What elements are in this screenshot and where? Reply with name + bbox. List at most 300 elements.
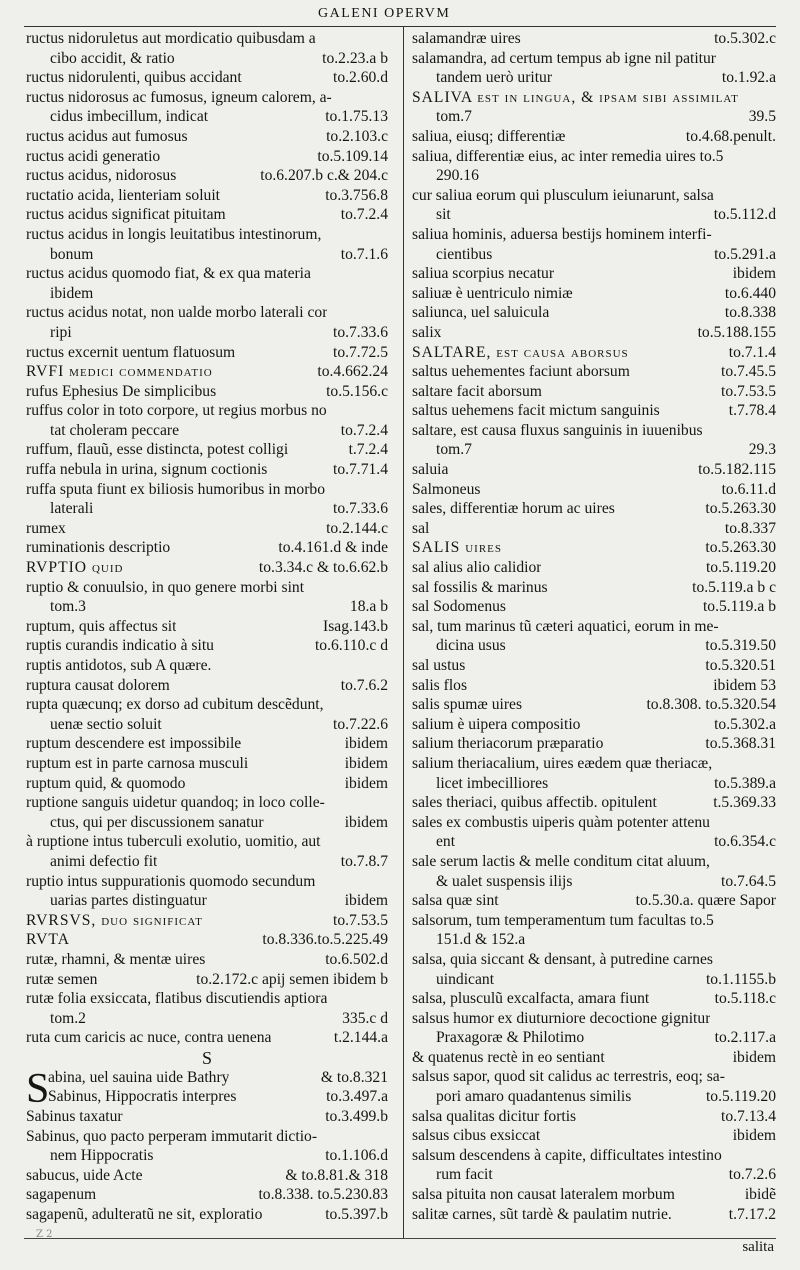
index-line (26, 499, 388, 519)
index-line (412, 519, 776, 539)
entry-text: ruta cum caricis ac nuce, contra uenena (26, 1029, 272, 1047)
entry-text: ructus excernit uentum flatuosum (26, 343, 236, 361)
entry-text: Salmoneus (412, 480, 481, 498)
entry-reference: to.5.389.a (714, 774, 776, 792)
index-line (26, 264, 388, 284)
entry-reference: to.5.263.30 (705, 539, 776, 557)
index-entry (412, 656, 776, 676)
index-line (26, 225, 388, 245)
index-line (412, 617, 776, 637)
index-entry (412, 1126, 776, 1146)
index-entry (26, 774, 388, 794)
entry-text: salix (412, 323, 442, 341)
signature-mark: Z 2 (36, 1229, 53, 1240)
index-line (26, 1205, 388, 1225)
entry-text: dicina usus (436, 637, 506, 655)
index-line (26, 401, 388, 421)
entry-text: sale serum lactis & melle conditum citat aluum, (412, 852, 710, 870)
entry-reference: & to.8.81.& 318 (285, 1166, 388, 1184)
entry-reference: to.7.1.4 (728, 343, 776, 361)
entry-text: ructus acidus, nidorosus (26, 167, 177, 185)
entry-reference: to.6.440 (724, 284, 776, 302)
index-line (412, 29, 776, 49)
index-line (26, 636, 388, 656)
entry-text: sit (436, 206, 451, 224)
index-line (26, 245, 388, 265)
entry-reference: to.1.106.d (325, 1147, 388, 1165)
catchword: salita (742, 1239, 774, 1255)
entry-text: ruffus color in toto corpore, ut regius morbus no (26, 402, 327, 420)
entry-reference: to.5.119.a b c (692, 578, 776, 596)
index-entry (412, 284, 776, 304)
index-line (412, 343, 776, 363)
entry-reference: to.5.119.20 (705, 1088, 776, 1106)
entry-text: sabucus, uide Acte (26, 1166, 143, 1184)
entry-text: ctus, qui per discussionem sanatur (50, 813, 264, 831)
entry-text: salsa, plusculũ excalfacta, amara fiunt (412, 990, 650, 1008)
index-line (26, 1087, 388, 1107)
entry-text: ruptio intus suppurationis quomodo secundum (26, 872, 316, 890)
entry-text: tandem uerò uritur (436, 69, 553, 87)
column-divider (403, 26, 404, 1238)
entry-reference: to.4.161.d & inde (278, 539, 388, 557)
entry-reference: to.8.337 (724, 519, 776, 537)
index-line (412, 382, 776, 402)
index-line (26, 1009, 388, 1029)
entry-reference: 335.c d (342, 1009, 388, 1027)
index-line (26, 1146, 388, 1166)
entry-reference: to.5.118.c (714, 990, 776, 1008)
index-line (412, 970, 776, 990)
entry-text: ructatio acida, lienteriam soluit (26, 186, 220, 204)
entry-reference: to.7.33.6 (332, 323, 388, 341)
entry-reference: ibidem (732, 265, 776, 283)
entry-text: ruptio & conuulsio, in quo genere morbi sint (26, 578, 305, 596)
entry-text: saltare, est causa fluxus sanguinis in iuuenibus (412, 421, 703, 439)
entry-text: licet imbecilliores (436, 774, 549, 792)
index-entry (412, 1009, 776, 1048)
index-line (412, 1009, 776, 1029)
entry-reference: to.2.144.c (326, 519, 388, 537)
index-entry (412, 754, 776, 793)
index-line (26, 754, 388, 774)
entry-text: salis flos (412, 676, 468, 694)
entry-reference: to.2.60.d (332, 69, 388, 87)
index-line (26, 186, 388, 206)
entry-text: ruffa nebula in urina, signum coctionis (26, 461, 268, 479)
entry-text: salamandra, ad certum tempus ab igne nil patitur (412, 49, 716, 67)
entry-reference: ibidẽ (744, 1186, 776, 1204)
entry-reference: to.5.302.c (714, 30, 776, 47)
entry-reference: to.6.110.c d (314, 637, 388, 655)
entry-text: ruptum descendere est impossibile (26, 735, 242, 753)
entry-text: Sabinus, quo pacto perperam immutarit dictio- (26, 1127, 318, 1145)
index-line (26, 147, 388, 167)
index-line (26, 29, 388, 49)
entry-reference: to.5.30.a. quære Sapor (635, 892, 776, 910)
index-line (412, 421, 776, 441)
index-line (412, 774, 776, 794)
index-entry (412, 362, 776, 382)
index-entry (412, 323, 776, 343)
index-line (412, 127, 776, 147)
entry-text: bonum (50, 245, 94, 263)
index-line (26, 695, 388, 715)
entry-text: RVTA (26, 931, 70, 949)
entry-text: saliuæ è uentriculo nimiæ (412, 284, 573, 302)
entry-text: sal ustus (412, 657, 466, 674)
index-entry (26, 538, 388, 558)
entry-text: rufus Ephesius De simplicibus (26, 382, 217, 400)
entry-text: rutæ semen (26, 970, 98, 988)
left-column (26, 29, 388, 1225)
index-line (26, 88, 388, 108)
index-entry (412, 480, 776, 500)
index-line (412, 813, 776, 833)
index-line (412, 538, 776, 558)
entry-text: Sabinus, Hippocratis interpres (48, 1088, 237, 1106)
entry-text: rutæ folia exsiccata, flatibus discutiendis aptiora (26, 990, 328, 1008)
entry-reference: ibidem 53 (713, 676, 776, 694)
entry-reference: to.5.156.c (326, 382, 388, 400)
index-entry (412, 578, 776, 598)
index-entry (412, 88, 776, 127)
index-line (412, 49, 776, 69)
entry-text: salsum descendens à capite, difficultates intestino (412, 1146, 722, 1164)
index-line (412, 186, 776, 206)
index-entry (412, 225, 776, 264)
index-line (412, 362, 776, 382)
entry-reference: to.1.1155.b (705, 970, 776, 988)
index-line (26, 891, 388, 911)
index-entry (412, 1146, 776, 1185)
entry-reference: to.5.368.31 (705, 735, 776, 753)
entry-reference: 39.5 (748, 108, 776, 126)
index-entry (26, 480, 388, 519)
index-entry (412, 303, 776, 323)
index-entry (26, 1127, 388, 1166)
index-entry (412, 597, 776, 617)
index-line (412, 676, 776, 696)
entry-text: salium theriacalium, uires eædem quæ theriacæ, (412, 754, 713, 772)
entry-text: cibo accidit, & ratio (50, 49, 175, 67)
entry-reference: to.5.119.a b (702, 598, 776, 616)
index-entry (412, 1107, 776, 1127)
entry-reference: to.1.92.a (721, 69, 776, 87)
entry-reference: to.5.119.20 (705, 559, 776, 577)
index-entry (26, 225, 388, 264)
index-entry (26, 166, 388, 186)
entry-text: salsa, quia siccant & densant, à putredine carnes (412, 950, 713, 968)
index-entry (412, 49, 776, 88)
entry-reference: 29.3 (748, 441, 776, 459)
entry-text: ruffa sputa fiunt ex biliosis humoribus in morbo (26, 480, 325, 498)
entry-text: ructus acidus significat pituitam (26, 206, 226, 224)
entry-reference: ibidem (344, 813, 388, 831)
entry-reference: to.4.68.penult. (685, 127, 776, 145)
entry-reference: to.7.53.5 (332, 911, 388, 929)
index-line (412, 225, 776, 245)
index-line (26, 656, 388, 676)
entry-text: tom.3 (50, 598, 86, 616)
index-line (412, 205, 776, 225)
entry-reference: to.7.64.5 (720, 872, 776, 890)
entry-text: laterali (50, 500, 94, 518)
index-entry (26, 1166, 388, 1186)
index-line (412, 891, 776, 911)
entry-text: salis spumæ uires (412, 696, 523, 714)
entry-reference: to.6.502.d (325, 950, 388, 968)
right-column (412, 29, 776, 1224)
index-entry (26, 460, 388, 480)
entry-text: à ruptione intus tuberculi exolutio, uomitio, aut (26, 833, 321, 851)
entry-reference: t.7.17.2 (728, 1205, 776, 1223)
index-line (412, 264, 776, 284)
index-entry (26, 1185, 388, 1205)
index-line (26, 538, 388, 558)
entry-text: ruptum, quis affectus sit (26, 617, 177, 635)
entry-text: animi defectio fit (50, 852, 158, 870)
entry-reference: to.5.302.a (714, 715, 776, 733)
index-entry (412, 734, 776, 754)
index-line (26, 166, 388, 186)
index-entry (412, 950, 776, 989)
entry-reference: to.1.75.13 (325, 108, 388, 126)
index-line (26, 127, 388, 147)
index-line (412, 166, 776, 186)
entry-reference: to.7.22.6 (332, 715, 388, 733)
index-entry (26, 1205, 388, 1225)
index-line (412, 88, 776, 108)
entry-text: ructus acidus notat, non ualde morbo laterali cor (26, 304, 328, 322)
index-line (412, 872, 776, 892)
entry-text: ruptis curandis indicatio à situ (26, 637, 214, 655)
entry-text: saltus uehemens facit mictum sanguinis (412, 402, 660, 420)
entry-reference: to.3.756.8 (325, 186, 388, 204)
entry-reference: to.3.497.a (326, 1088, 388, 1106)
index-line (412, 1185, 776, 1205)
index-line (412, 1087, 776, 1107)
entry-reference: ibidem (732, 1127, 776, 1145)
index-entry (412, 401, 776, 421)
entry-text: ructus acidi generatio (26, 147, 161, 165)
index-entry (26, 872, 388, 911)
entry-text: salsa quæ sint (412, 892, 499, 910)
entry-reference: ibidem (344, 754, 388, 772)
index-line (412, 930, 776, 950)
entry-text: ruptis antidotos, sub A quære. (26, 657, 212, 674)
index-line (26, 68, 388, 88)
index-line (26, 715, 388, 735)
index-line (412, 499, 776, 519)
entry-text: sal Sodomenus (412, 598, 506, 616)
index-entry (412, 813, 776, 852)
entry-reference: to.2.172.c apij semen ibidem b (196, 970, 388, 988)
entry-text: rum facit (436, 1166, 493, 1184)
index-line (412, 1126, 776, 1146)
index-entry (26, 401, 388, 440)
index-line (412, 1048, 776, 1068)
entry-reference: to.7.71.4 (332, 461, 388, 479)
index-line (26, 1185, 388, 1205)
drop-cap: S (26, 1065, 50, 1112)
index-entry (26, 558, 388, 578)
entry-reference: ibidem (344, 774, 388, 792)
entry-text: cidus imbecillum, indicat (50, 108, 209, 126)
index-entry (26, 1107, 388, 1127)
index-line (26, 519, 388, 539)
entry-text: ripi (50, 323, 72, 341)
index-entry (412, 1185, 776, 1205)
entry-text: RVPTIO quid (26, 559, 124, 577)
index-entry (412, 1048, 776, 1068)
entry-text: RVRSVS, duo significat (26, 911, 203, 929)
entry-text: ructus acidus aut fumosus (26, 127, 188, 145)
entry-text: sales theriaci, quibus affectib. opitulent (412, 794, 657, 812)
entry-reference: ibidem (344, 735, 388, 753)
index-entry (412, 715, 776, 735)
index-line (26, 1107, 388, 1127)
index-line (26, 440, 388, 460)
entry-text: saltare facit aborsum (412, 382, 542, 400)
index-line (412, 695, 776, 715)
running-head: GALENI OPERVM (318, 6, 451, 21)
entry-text: sagapenum (26, 1186, 97, 1204)
entry-reference: to.3.499.b (325, 1108, 388, 1126)
index-line (412, 832, 776, 852)
entry-text: salitæ carnes, sũt tardè & paulatim nutrie. (412, 1205, 672, 1223)
index-line (26, 460, 388, 480)
entry-reference: to.7.72.5 (332, 343, 388, 361)
index-line (26, 597, 388, 617)
entry-reference: to.6.207.b c.& 204.c (260, 167, 388, 185)
entry-text: abina, uel sauina uide Bathry (48, 1068, 230, 1086)
entry-text: sal (412, 519, 430, 537)
index-entry (26, 382, 388, 402)
index-entry (26, 950, 388, 970)
index-entry (26, 29, 388, 68)
index-line (26, 793, 388, 813)
index-entry (26, 303, 388, 342)
entry-reference: to.8.308. to.5.320.54 (646, 696, 776, 714)
entry-reference: to.5.291.a (714, 245, 776, 263)
index-line (26, 1166, 388, 1186)
entry-reference: 18.a b (349, 598, 388, 616)
entry-text: salsus cibus exsiccat (412, 1127, 541, 1145)
index-entry (26, 1028, 388, 1048)
index-line (412, 656, 776, 676)
entry-text: sales ex combustis uiperis quàm potenter attenu (412, 813, 710, 831)
index-line (412, 68, 776, 88)
entry-reference: to.7.1.6 (340, 245, 388, 263)
entry-text: saliua hominis, aduersa bestijs hominem interfi- (412, 225, 712, 243)
index-line (412, 401, 776, 421)
index-line (412, 754, 776, 774)
entry-reference: to.2.23.a b (322, 49, 388, 67)
section-letter: S (201, 1047, 212, 1068)
index-line (412, 440, 776, 460)
entry-text: ibidem (50, 284, 94, 302)
index-entry (412, 460, 776, 480)
index-line (412, 245, 776, 265)
index-line (412, 323, 776, 343)
entry-text: ructus nidorosus ac fumosus, igneum calorem, a- (26, 88, 332, 106)
entry-text: saltus uehementes faciunt aborsum (412, 363, 630, 381)
index-entry (412, 676, 776, 696)
index-entry (26, 676, 388, 696)
index-entry (26, 617, 388, 637)
index-line (412, 989, 776, 1009)
dropcap-entry (26, 1065, 388, 1112)
index-line (26, 911, 388, 931)
index-entry (26, 440, 388, 460)
index-line (412, 1067, 776, 1087)
entry-reference: to.7.2.4 (340, 421, 388, 439)
index-entry (26, 754, 388, 774)
entry-reference: to.3.34.c & to.6.62.b (258, 559, 388, 577)
entry-reference: to.5.112.d (713, 206, 776, 224)
index-line (26, 558, 388, 578)
index-line (412, 460, 776, 480)
entry-text: sal alius alio calidior (412, 559, 542, 577)
index-entry (26, 519, 388, 539)
entry-reference: to.6.354.c (714, 833, 776, 851)
entry-text: saliua, differentiæ eius, ac inter remedia uires to.5 (412, 147, 724, 165)
entry-reference: to.2.117.a (714, 1029, 776, 1047)
entry-text: ruminationis descriptio (26, 539, 171, 557)
index-entry (26, 970, 388, 990)
index-entry (26, 343, 388, 363)
index-line (26, 107, 388, 127)
top-rule (24, 26, 776, 27)
index-line (412, 1205, 776, 1225)
entry-text: sal fossilis & marinus (412, 578, 548, 596)
index-line (412, 480, 776, 500)
index-line (26, 813, 388, 833)
index-line (412, 284, 776, 304)
entry-reference: to.8.338. to.5.230.83 (258, 1186, 388, 1204)
index-entry (412, 29, 776, 49)
index-line (412, 1165, 776, 1185)
entry-reference: to.7.2.4 (340, 206, 388, 224)
entry-reference: to.7.8.7 (340, 852, 388, 870)
entry-reference: ibidem (732, 1048, 776, 1066)
entry-text: ruptum quid, & quomodo (26, 774, 186, 792)
index-line (412, 147, 776, 167)
index-line (26, 1028, 388, 1048)
entry-reference: to.6.11.d (721, 480, 776, 498)
entry-reference: to.7.53.5 (720, 382, 776, 400)
entry-text: tom.2 (50, 1009, 86, 1027)
index-line (412, 852, 776, 872)
entry-text: & quatenus rectè in eo sentiant (412, 1048, 605, 1066)
index-line (26, 989, 388, 1009)
entry-reference: to.5.319.50 (705, 637, 776, 655)
entry-text: rutæ, rhamni, & mentæ uires (26, 950, 206, 968)
entry-reference: t.7.78.4 (728, 402, 776, 420)
entry-text: uindicant (436, 970, 495, 988)
entry-reference: ibidem (344, 892, 388, 910)
entry-text: salamandræ uires (412, 30, 521, 47)
index-entry (26, 205, 388, 225)
entry-text: sales, differentiæ horum ac uires (412, 500, 615, 518)
index-entry (412, 617, 776, 656)
entry-text: salsa qualitas dicitur fortis (412, 1107, 577, 1125)
entry-reference: to.2.103.c (326, 127, 388, 145)
index-entry (412, 911, 776, 950)
index-entry (412, 1067, 776, 1106)
index-line (26, 872, 388, 892)
